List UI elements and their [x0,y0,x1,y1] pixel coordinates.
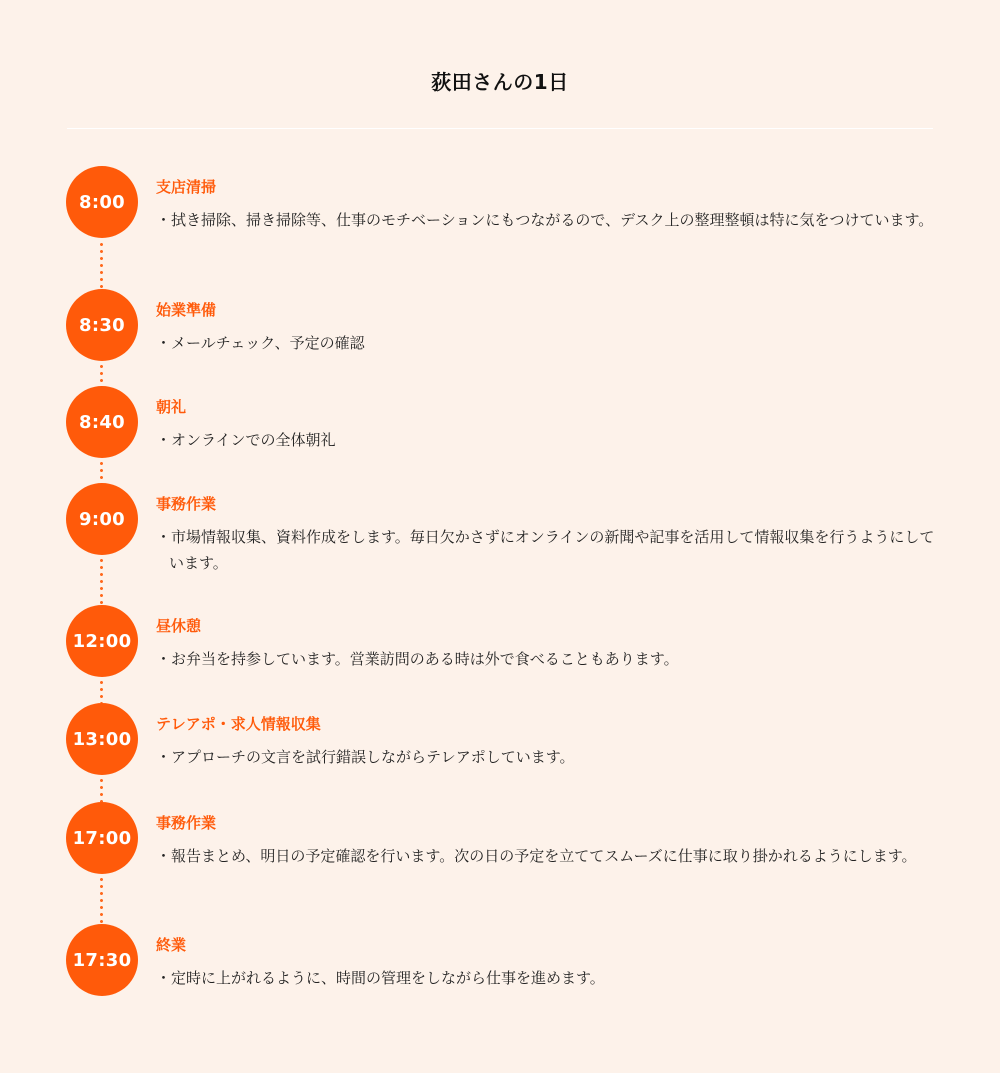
entry-description: ・お弁当を持参しています。営業訪問のある時は外で食べることもあります。 [156,650,679,668]
entry-heading: 終業 [156,936,187,954]
entry-text [156,495,946,576]
timeline-connector [100,363,103,387]
time-circle: 12:00 [66,605,138,677]
entry-text [156,398,946,453]
entry-text [156,178,946,233]
entry-description: ・拭き掃除、掃き掃除等、仕事のモチベーションにもつながるので、デスク上の整理整頓は特に気をつけています。 [156,211,934,229]
time-circle: 8:40 [66,386,138,458]
timeline-connector [100,557,103,605]
page-title: 荻田さんの1日 [431,70,569,94]
entry-text [156,814,946,869]
timeline-connector [100,876,103,924]
entry-description: ・市場情報収集、資料作成をします。毎日欠かさずにオンラインの新聞や記事を活用して情報収集を行うようにしています。 [156,528,935,572]
timeline-connector [100,679,103,703]
entry-heading: 支店清掃 [156,178,217,196]
entry-description: ・メールチェック、予定の確認 [156,334,365,352]
time-circle: 8:30 [66,289,138,361]
entry-description: ・定時に上がれるように、時間の管理をしながら仕事を進めます。 [156,969,605,987]
timeline-connector [100,241,103,289]
entry-heading: 昼休憩 [156,617,202,635]
entry-text [156,715,946,770]
entry-heading: 朝礼 [156,398,187,416]
time-circle: 13:00 [66,703,138,775]
timeline-connector [100,777,103,803]
entry-description: ・アプローチの文言を試行錯誤しながらテレアポしています。 [156,748,575,766]
entry-description: ・オンラインでの全体朝礼 [156,431,336,449]
entry-heading: テレアポ・求人情報収集 [156,715,321,733]
timeline-connector [100,460,103,484]
entry-text [156,617,946,672]
entry-text [156,301,946,356]
time-circle: 17:30 [66,924,138,996]
entry-description: ・報告まとめ、明日の予定確認を行います。次の日の予定を立ててスムーズに仕事に取り掛かれるようにします。 [156,847,917,865]
entry-text [156,936,946,991]
entry-heading: 事務作業 [156,495,217,513]
time-circle: 17:00 [66,802,138,874]
time-circle: 8:00 [66,166,138,238]
entry-heading: 事務作業 [156,814,217,832]
time-circle: 9:00 [66,483,138,555]
title-divider [67,128,933,129]
entry-heading: 始業準備 [156,301,217,319]
